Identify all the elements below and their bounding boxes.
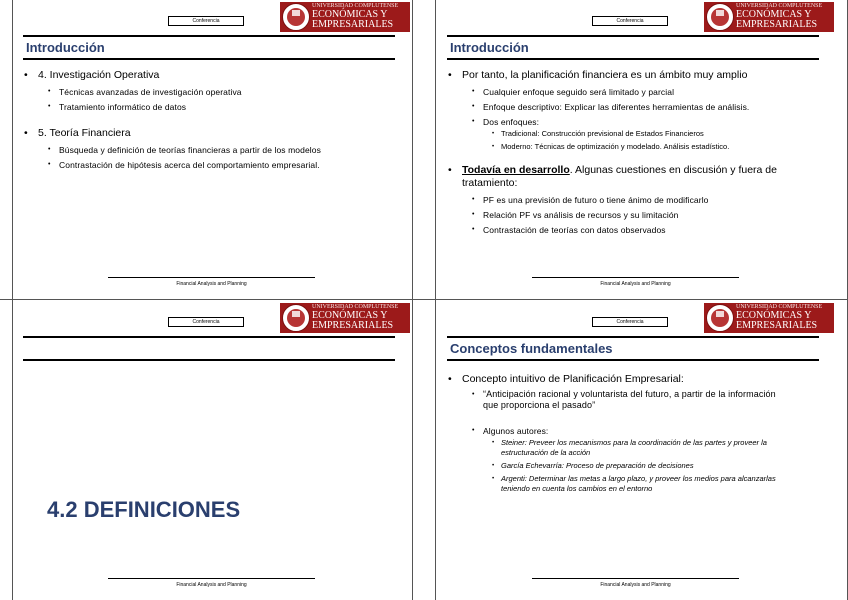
bullet: • 4. Investigación Operativa bbox=[22, 69, 400, 82]
slide-content bbox=[22, 69, 400, 171]
author-definition: • García Echevarría: Proceso de preparación de decisiones bbox=[446, 461, 824, 471]
university-logo bbox=[280, 303, 410, 333]
logo-line-2: ECONÓMICAS Y bbox=[736, 310, 812, 321]
university-seal-icon bbox=[282, 3, 310, 31]
logo-line-3: EMPRESARIALES bbox=[312, 320, 394, 331]
emphasis-text: Todavía en desarrollo bbox=[462, 164, 570, 176]
slide-title: Introducción bbox=[26, 40, 105, 55]
title-rule-bottom bbox=[23, 359, 395, 361]
university-logo bbox=[704, 2, 834, 32]
center-divider-left bbox=[412, 0, 413, 600]
university-seal-icon bbox=[706, 3, 734, 31]
logo-line-3: EMPRESARIALES bbox=[312, 19, 394, 30]
footer-rule bbox=[108, 277, 315, 278]
title-rule-bottom bbox=[447, 58, 819, 60]
sub-bullet: • Cualquier enfoque seguido será limitado y parcial bbox=[446, 86, 824, 98]
slide-2 bbox=[424, 0, 834, 298]
footer-text: Financial Analysis and Planning bbox=[600, 582, 671, 588]
title-rule-top bbox=[447, 35, 819, 37]
sub-sub-bullet: • Tradicional: Construcción previsional de Estados Financieros bbox=[446, 129, 824, 139]
slide-4 bbox=[424, 301, 834, 599]
conference-label: Conferencia bbox=[168, 16, 244, 26]
sub-bullet: • Dos enfoques: bbox=[446, 116, 824, 128]
university-logo bbox=[280, 2, 410, 32]
footer-text: Financial Analysis and Planning bbox=[176, 582, 247, 588]
footer-rule bbox=[532, 578, 739, 579]
bullet-continuation: . Algunas cuestiones en discusión y fuera de tratamiento: bbox=[462, 164, 777, 189]
sub-bullet: • Algunos autores: bbox=[446, 425, 824, 437]
sub-bullet: • Contrastación de hipótesis acerca del comportamiento empresarial. bbox=[22, 159, 400, 171]
title-rule-top bbox=[23, 35, 395, 37]
slide-content bbox=[446, 69, 824, 236]
conference-label: Conferencia bbox=[592, 317, 668, 327]
sub-bullet: • Búsqueda y definición de teorías financieras a partir de los modelos bbox=[22, 144, 400, 156]
logo-line-2: ECONÓMICAS Y bbox=[312, 310, 388, 321]
logo-line-1: UNIVERSIDAD COMPLUTENSE bbox=[736, 304, 823, 310]
sub-bullet: • Relación PF vs análisis de recursos y su limitación bbox=[446, 209, 824, 221]
footer-rule bbox=[108, 578, 315, 579]
logo-line-2: ECONÓMICAS Y bbox=[312, 9, 388, 20]
section-heading: 4.2 DEFINICIONES bbox=[47, 497, 241, 522]
middle-divider bbox=[0, 299, 848, 300]
university-seal-icon bbox=[706, 304, 734, 332]
sub-bullet: • PF es una previsión de futuro o tiene ánimo de modificarlo bbox=[446, 194, 824, 206]
university-seal-icon bbox=[282, 304, 310, 332]
conference-label: Conferencia bbox=[168, 317, 244, 327]
university-logo bbox=[704, 303, 834, 333]
logo-line-3: EMPRESARIALES bbox=[736, 19, 818, 30]
slide-3 bbox=[0, 301, 410, 599]
footer-rule bbox=[532, 277, 739, 278]
slide-1 bbox=[0, 0, 410, 298]
title-rule-bottom bbox=[23, 58, 395, 60]
title-rule-top bbox=[447, 336, 819, 338]
footer-text: Financial Analysis and Planning bbox=[600, 281, 671, 287]
author-definition: • Steiner: Preveer los mecanismos para la coordinación de las partes y proveer la estructuración de la acción bbox=[446, 438, 801, 458]
title-rule-top bbox=[23, 336, 395, 338]
sub-bullet-quote: • “Anticipación racional y voluntarista del futuro, a partir de la información que proporciona el pasado” bbox=[446, 389, 783, 411]
logo-line-2: ECONÓMICAS Y bbox=[736, 9, 812, 20]
logo-line-3: EMPRESARIALES bbox=[736, 320, 818, 331]
bullet: • Por tanto, la planificación financiera es un ámbito muy amplio bbox=[446, 69, 824, 82]
conference-label: Conferencia bbox=[592, 16, 668, 26]
bullet: • 5. Teoría Financiera bbox=[22, 127, 400, 140]
slide-title: Conceptos fundamentales bbox=[450, 341, 613, 356]
logo-line-1: UNIVERSIDAD COMPLUTENSE bbox=[312, 3, 399, 9]
slide-content bbox=[446, 373, 824, 494]
bullet bbox=[446, 164, 824, 190]
sub-bullet: • Tratamiento informático de datos bbox=[22, 101, 400, 113]
slide-title: Introducción bbox=[450, 40, 529, 55]
logo-line-1: UNIVERSIDAD COMPLUTENSE bbox=[312, 304, 399, 310]
title-rule-bottom bbox=[447, 359, 819, 361]
bullet: • Concepto intuitivo de Planificación Empresarial: bbox=[446, 373, 824, 386]
sub-bullet: • Enfoque descriptivo: Explicar las diferentes herramientas de análisis. bbox=[446, 101, 824, 113]
footer-text: Financial Analysis and Planning bbox=[176, 281, 247, 287]
author-definition: • Argenti: Determinar las metas a largo plazo, y proveer los medios para alcanzarlas teniendo en cuenta los cambios en el entorno bbox=[446, 474, 801, 494]
logo-line-1: UNIVERSIDAD COMPLUTENSE bbox=[736, 3, 823, 9]
sub-sub-bullet: • Moderno: Técnicas de optimización y modelado. Análisis estadístico. bbox=[446, 142, 824, 152]
sub-bullet: • Contrastación de teorías con datos observados bbox=[446, 224, 824, 236]
sub-bullet: • Técnicas avanzadas de investigación operativa bbox=[22, 86, 400, 98]
